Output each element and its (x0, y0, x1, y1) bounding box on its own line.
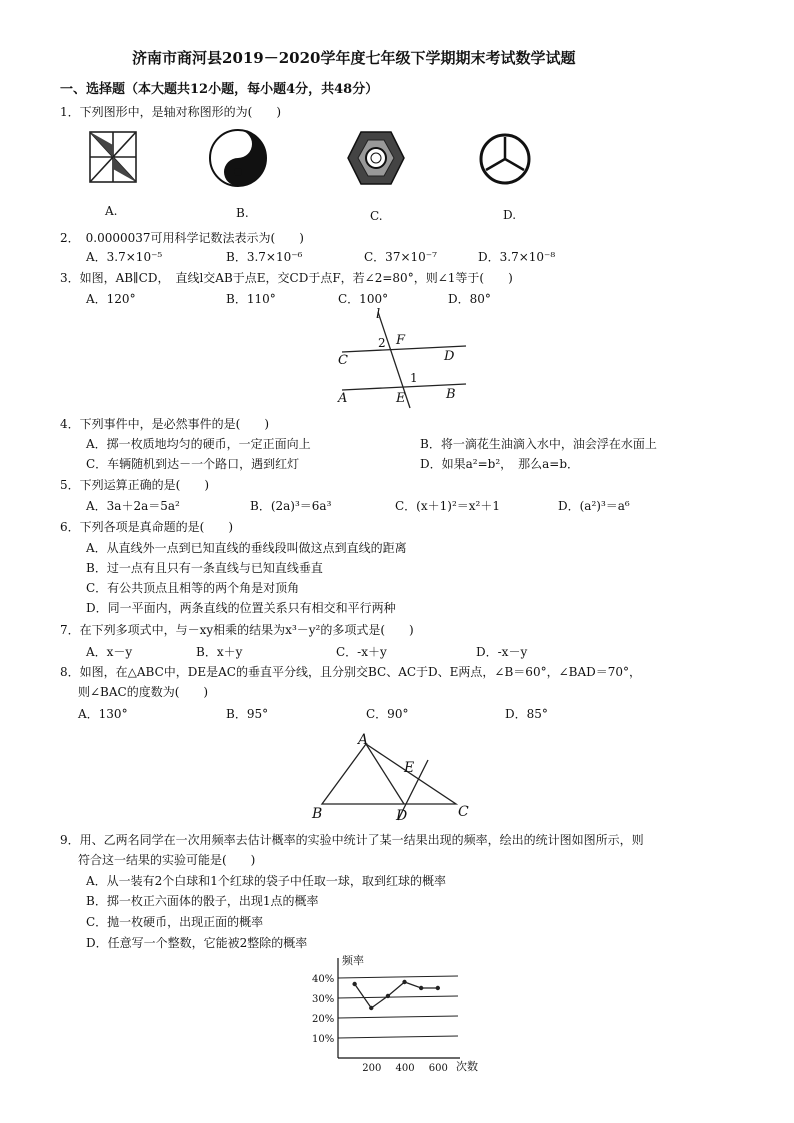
data-point (386, 994, 390, 998)
data-point (436, 986, 440, 990)
q3-option-d: D．80° (448, 292, 491, 306)
q6-option-a: A．从直线外一点到已知直线的垂线段叫做这点到直线的距离 (86, 541, 407, 555)
x-tick-label: 200 (362, 1063, 382, 1074)
label-angle-2: 2 (378, 336, 386, 350)
yin-yang-figure (208, 128, 268, 188)
q6-option-d: D．同一平面内，两条直线的位置关系只有相交和平行两种 (86, 601, 396, 615)
q7-option-c: C．-x＋y (336, 645, 387, 659)
chart-xlabel: 次数 (456, 1060, 478, 1073)
y-tick-label: 20% (312, 1014, 335, 1025)
q5-option-c: C．(x＋1)²＝x²＋1 (395, 499, 500, 513)
label-e: E (396, 391, 406, 406)
q9-option-a: A．从一装有2个白球和1个红球的袋子中任取一球，取到红球的概率 (86, 874, 446, 888)
label-c: C (458, 804, 469, 820)
q3-stem: 3．如图，AB∥CD， 直线l交AB于点E，交CD于点F，若∠2=80°，则∠1等于( ) (60, 271, 513, 285)
q9-option-d: D．任意写一个整数，它能被2整除的概率 (86, 936, 308, 950)
label-d: D (444, 349, 455, 364)
q1-label-b: B. (236, 206, 249, 220)
q8-option-c: C．90° (366, 707, 409, 721)
q6-option-c: C．有公共顶点且相等的两个角是对顶角 (86, 581, 300, 595)
q9-option-b: B．掷一枚正六面体的骰子，出现1点的概率 (86, 894, 319, 908)
q6-option-b: B．过一点有且只有一条直线与已知直线垂直 (86, 561, 323, 575)
q5-option-a: A．3a＋2a＝5a² (86, 499, 180, 513)
label-c: C (338, 353, 348, 368)
q8-option-b: B．95° (226, 707, 269, 721)
q2-option-d: D．3.7×10⁻⁸ (478, 250, 556, 264)
label-f: F (396, 333, 406, 348)
data-point (352, 982, 356, 986)
frequency-line-chart (300, 952, 500, 1076)
hexagon-figure (346, 130, 406, 186)
q1-label-a: A. (105, 204, 118, 218)
q2-option-b: B．3.7×10⁻⁶ (226, 250, 303, 264)
triangle-abc (322, 744, 456, 804)
q5-option-d: D．(a²)³＝a⁶ (558, 499, 630, 513)
q2-option-c: C．37×10⁻⁷ (364, 250, 437, 264)
q1-stem: 1．下列图形中，是轴对称图形的为( ) (60, 105, 281, 119)
q3-option-b: B．110° (226, 292, 276, 306)
label-e: E (404, 760, 415, 776)
y-tick-label: 10% (312, 1034, 335, 1045)
q1-label-d: D. (503, 208, 517, 222)
label-d: D (396, 808, 408, 824)
q5-stem: 5．下列运算正确的是( ) (60, 478, 209, 492)
label-b: B (446, 387, 456, 402)
label-l: l (376, 307, 381, 322)
section-heading: 一、选择题（本大题共12小题，每小题4分，共48分） (60, 82, 379, 97)
q6-stem: 6．下列各项是真命题的是( ) (60, 520, 233, 534)
q7-stem: 7．在下列多项式中，与－xy相乘的结果为x³－y²的多项式是( ) (60, 623, 414, 637)
q3-parallel-lines-figure (326, 306, 476, 410)
q8-stem-line2: 则∠BAC的度数为( ) (78, 685, 209, 699)
q3-option-c: C．100° (338, 292, 389, 306)
q9-stem-line1: 9．用、乙两名同学在一次用频率去估计概率的实验中统计了某一结果出现的频率，绘出的统计图如图所示，则 (60, 833, 644, 847)
mercedes-star-figure (478, 132, 532, 186)
q1-label-c: C. (370, 209, 383, 223)
label-angle-1: 1 (410, 371, 418, 385)
label-b: B (312, 806, 323, 822)
y-tick-label: 40% (312, 974, 335, 985)
q8-option-a: A．130° (78, 707, 128, 721)
gridline (338, 1036, 458, 1038)
data-point (419, 986, 423, 990)
pinwheel-figure (86, 128, 140, 186)
frequency-series-line (355, 982, 438, 1008)
gridline (338, 1016, 458, 1018)
data-point (369, 1006, 373, 1010)
gridline (338, 976, 458, 978)
q2-option-a: A．3.7×10⁻⁵ (86, 250, 163, 264)
gridline (338, 996, 458, 998)
data-point (402, 980, 406, 984)
x-tick-label: 600 (428, 1063, 448, 1074)
label-a: A (338, 391, 348, 406)
q4-stem: 4．下列事件中，是必然事件的是( ) (60, 417, 269, 431)
q9-stem-line2: 符合这一结果的实验可能是( ) (78, 853, 256, 867)
chart-ylabel: 频率 (342, 954, 364, 967)
q7-option-d: D．-x－y (476, 645, 528, 659)
q4-option-b: B．将一滴花生油滴入水中，油会浮在水面上 (420, 437, 657, 451)
q5-option-b: B．(2a)³＝6a³ (250, 499, 332, 513)
q7-option-a: A．x－y (86, 645, 133, 659)
q9-option-c: C．抛一枚硬币，出现正面的概率 (86, 915, 264, 929)
q2-stem: 2． 0.0000037可用科学记数法表示为( ) (60, 231, 304, 245)
q8-triangle-figure (306, 732, 474, 824)
x-tick-label: 400 (395, 1063, 415, 1074)
q8-option-d: D．85° (505, 707, 548, 721)
q8-stem-line1: 8．如图，在△ABC中，DE是AC的垂直平分线，且分别交BC、AC于D、E两点，∠B＝60°，∠BAD＝70°， (60, 665, 642, 679)
y-tick-label: 30% (312, 994, 335, 1005)
q4-option-c: C．车辆随机到达－一个路口，遇到红灯 (86, 457, 300, 471)
q7-option-b: B．x＋y (196, 645, 243, 659)
segment-ad (366, 744, 404, 804)
q3-option-a: A．120° (86, 292, 136, 306)
q4-option-a: A．掷一枚质地均匀的硬币，一定正面向上 (86, 437, 311, 451)
label-a: A (358, 732, 369, 748)
page-title: 济南市商河县2019－2020学年度七年级下学期期末考试数学试题 (132, 49, 576, 67)
q4-option-d: D．如果a²=b²， 那么a=b． (420, 457, 580, 471)
